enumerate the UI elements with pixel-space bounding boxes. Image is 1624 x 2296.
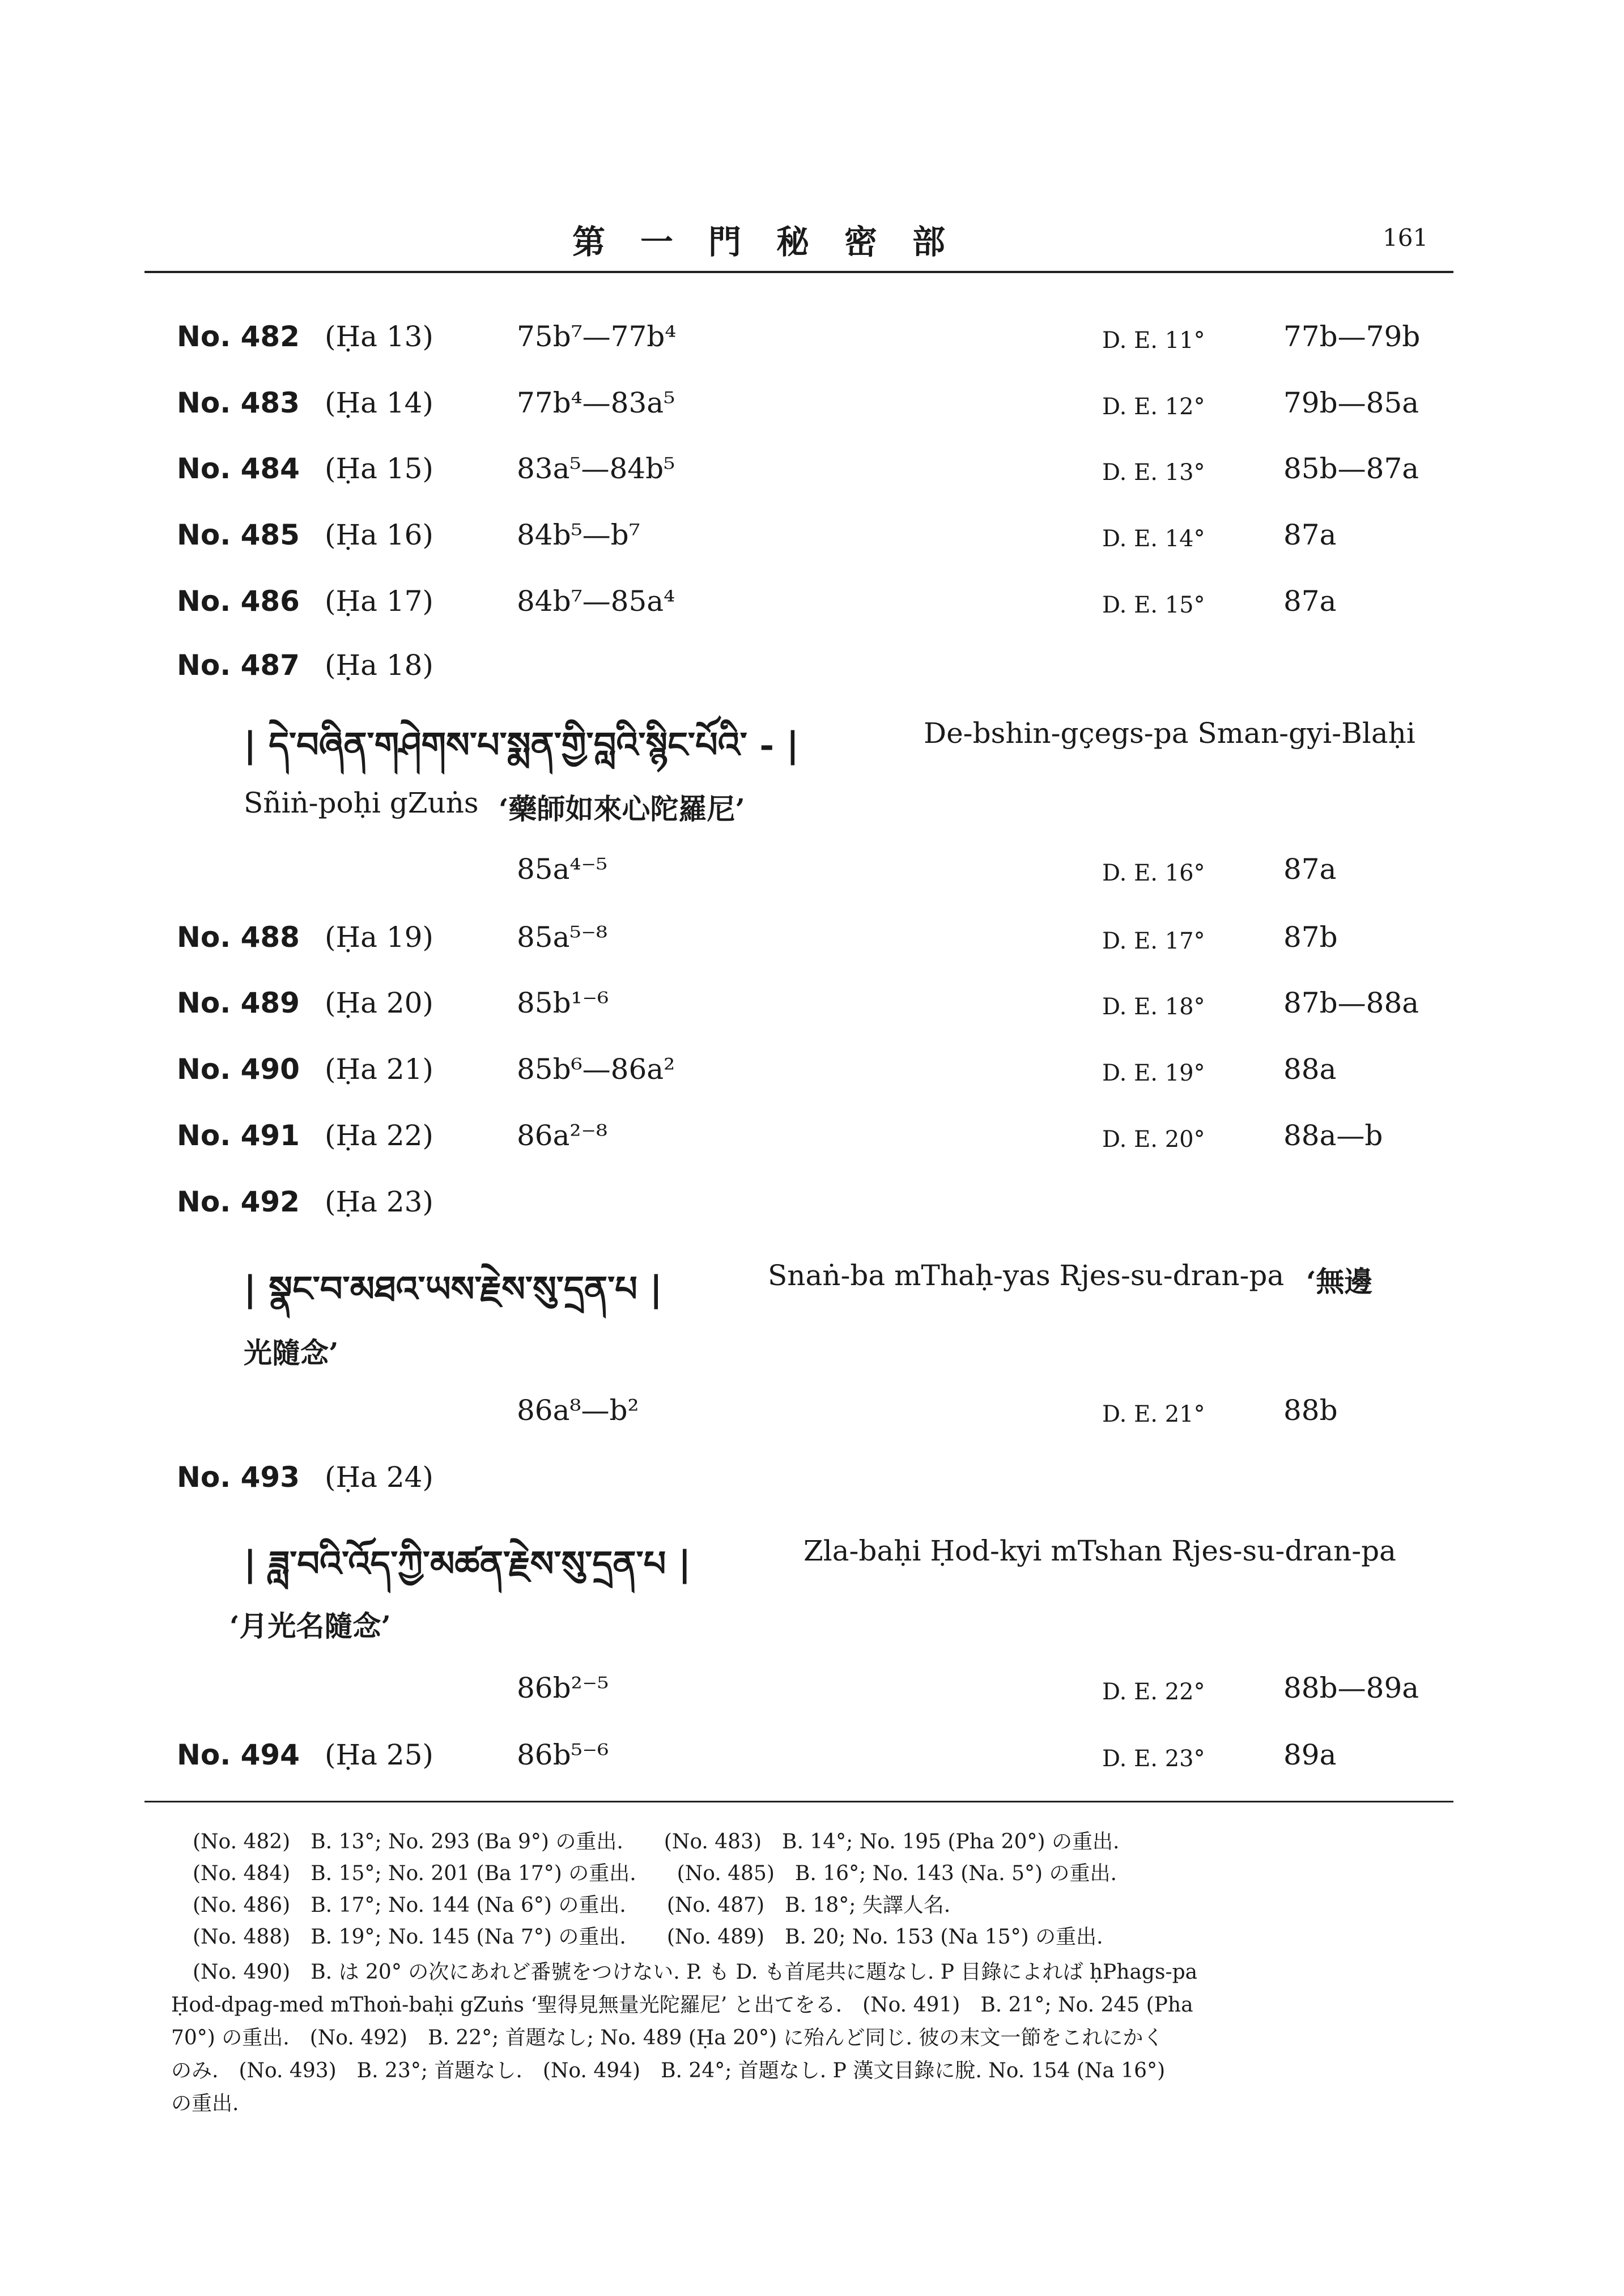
entry-number: No. 487 <box>177 649 300 682</box>
entry-dref: 87a <box>1283 518 1337 551</box>
entry-number: No. 492 <box>177 1185 300 1218</box>
entry-dref: 88b <box>1283 1394 1338 1427</box>
entry-dref: 87a <box>1283 853 1337 886</box>
entry-ha: (Ḥa 23) <box>325 1185 433 1218</box>
entry-de: D. E. 13° <box>1102 460 1205 486</box>
entry-number: No. 490 <box>177 1053 300 1086</box>
entry-dref: 88a—b <box>1283 1119 1383 1152</box>
entry-ref: 86b⁵⁻⁶ <box>517 1738 609 1771</box>
entry-dref: 87a <box>1283 585 1337 618</box>
kanji-title: ‘無邊 <box>1306 1265 1373 1298</box>
entry-number: No. 488 <box>177 921 300 954</box>
entry-ref: 86a²⁻⁸ <box>517 1119 607 1152</box>
entry-dref: 89a <box>1283 1738 1337 1771</box>
entry-ha: (Ḥa 15) <box>325 452 433 485</box>
entry-ha: (Ḥa 20) <box>325 987 433 1019</box>
tibetan-title: | ཟླ་བའི་འོད་ཀྱི་མཚན་རྗེས་སུ་དྲན་པ | <box>244 1543 691 1584</box>
entry-ha: (Ḥa 13) <box>325 320 433 353</box>
entry-dref: 87b—88a <box>1283 987 1419 1019</box>
romanized-title: Snaṅ-ba mThaḥ-yas Rjes-su-dran-pa <box>768 1259 1285 1292</box>
entry-ref: 85a⁴⁻⁵ <box>517 853 607 886</box>
entry-ref: 85b¹⁻⁶ <box>517 987 609 1019</box>
header-rule <box>144 271 1453 273</box>
kanji-title: ‘月光名隨念’ <box>229 1609 391 1643</box>
romanized-title: Zla-baḥi Ḥod-kyi mTshan Rjes-su-dran-pa <box>804 1534 1396 1567</box>
footnote-line: (No. 484) B. 15°; No. 201 (Ba 17°) の重出. (No. 485) B. 16°; No. 143 (Na. 5°) の重出. <box>193 1862 1117 1885</box>
entry-de: D. E. 18° <box>1102 994 1205 1020</box>
footnote-line: Ḥod-dpag-med mThoṅ-baḥi gZuṅs ‘聖得見無量光陀羅尼’ と出てをる. (No. 491) B. 21°; No. 245 (Pha <box>171 1993 1193 2017</box>
entry-de: D. E. 17° <box>1102 928 1205 954</box>
romanized-title: Sñiṅ-poḥi gZuṅs <box>244 786 479 819</box>
entry-ha: (Ḥa 17) <box>325 585 433 618</box>
entry-ha: (Ḥa 19) <box>325 921 433 954</box>
footnote-line: (No. 486) B. 17°; No. 144 (Na 6°) の重出. (No. 487) B. 18°; 失譯人名. <box>193 1894 951 1917</box>
entry-de: D. E. 19° <box>1102 1060 1205 1086</box>
romanized-title: De-bshin-gçegs-pa Sman-gyi-Blaḥi <box>924 717 1415 750</box>
page-title: 第 一 門 秘 密 部 <box>572 223 947 261</box>
entry-ref: 86a⁸—b² <box>517 1394 639 1427</box>
entry-ref: 77b⁴—83a⁵ <box>517 386 675 419</box>
entry-number: No. 482 <box>177 320 300 353</box>
entry-dref: 77b—79b <box>1283 320 1421 353</box>
kanji-title: 光隨念’ <box>244 1336 339 1370</box>
entry-de: D. E. 15° <box>1102 592 1205 618</box>
entry-dref: 87b <box>1283 921 1338 954</box>
entry-ha: (Ḥa 18) <box>325 649 433 682</box>
entry-ref: 86b²⁻⁵ <box>517 1672 609 1704</box>
entry-number: No. 491 <box>177 1119 300 1152</box>
entry-ref: 85b⁶—86a² <box>517 1053 675 1086</box>
entry-number: No. 484 <box>177 452 300 485</box>
entry-de: D. E. 21° <box>1102 1401 1205 1427</box>
entry-de: D. E. 11° <box>1102 328 1205 354</box>
tibetan-title: | སྣང་བ་མཐའ་ཡས་རྗེས་སུ་དྲན་པ | <box>244 1268 663 1309</box>
page-number: 161 <box>1383 224 1429 252</box>
entry-ha: (Ḥa 14) <box>325 386 433 419</box>
entry-de: D. E. 16° <box>1102 860 1205 886</box>
entry-number: No. 486 <box>177 585 300 618</box>
entry-dref: 88a <box>1283 1053 1337 1086</box>
footnote-line: の重出. <box>171 2092 239 2115</box>
entry-ha: (Ḥa 21) <box>325 1053 433 1086</box>
entry-dref: 79b—85a <box>1283 386 1419 419</box>
entry-ha: (Ḥa 22) <box>325 1119 433 1152</box>
entry-de: D. E. 22° <box>1102 1679 1205 1705</box>
entry-de: D. E. 20° <box>1102 1126 1205 1153</box>
tibetan-title: | དེ་བཞིན་གཤེགས་པ་སྨན་གྱི་བླའི་སྙིང་པོའི་ - | <box>244 724 800 766</box>
entry-dref: 85b—87a <box>1283 452 1419 485</box>
entry-ref: 75b⁷—77b⁴ <box>517 320 677 353</box>
entry-ref: 83a⁵—84b⁵ <box>517 452 675 485</box>
footnote-line: のみ. (No. 493) B. 23°; 首題なし. (No. 494) B. 24°; 首題なし. P 漢文目錄に脫. No. 154 (Na 16°) <box>171 2059 1166 2082</box>
entry-ha: (Ḥa 16) <box>325 518 433 551</box>
entry-ref: 85a⁵⁻⁸ <box>517 921 607 954</box>
entry-dref: 88b—89a <box>1283 1672 1419 1704</box>
entry-number: No. 489 <box>177 987 300 1019</box>
entry-ha: (Ḥa 24) <box>325 1461 433 1494</box>
entry-number: No. 483 <box>177 386 300 419</box>
footnote-rule <box>144 1801 1453 1802</box>
entry-de: D. E. 23° <box>1102 1746 1205 1772</box>
kanji-title: ‘藥師如來心陀羅尼’ <box>499 792 745 826</box>
entry-ha: (Ḥa 25) <box>325 1738 433 1771</box>
footnote-line: (No. 490) B. は 20° の次にあれど番號をつけない. P. も D. も首尾共に題なし. P 目錄によれば ḥPhags-pa <box>193 1961 1198 1984</box>
entry-number: No. 485 <box>177 518 300 551</box>
entry-number: No. 494 <box>177 1738 300 1771</box>
entry-de: D. E. 12° <box>1102 394 1205 420</box>
footnote-line: (No. 482) B. 13°; No. 293 (Ba 9°) の重出. (No. 483) B. 14°; No. 195 (Pha 20°) の重出. <box>193 1830 1120 1853</box>
entry-ref: 84b⁷—85a⁴ <box>517 585 675 618</box>
entry-de: D. E. 14° <box>1102 526 1205 552</box>
footnote-line: 70°) の重出. (No. 492) B. 22°; 首題なし; No. 489 (Ḥa 20°) に殆んど同じ. 彼の末文一節をこれにかく <box>171 2026 1164 2050</box>
entry-number: No. 493 <box>177 1461 300 1494</box>
footnote-line: (No. 488) B. 19°; No. 145 (Na 7°) の重出. (No. 489) B. 20; No. 153 (Na 15°) の重出. <box>193 1925 1103 1949</box>
entry-ref: 84b⁵—b⁷ <box>517 518 640 551</box>
